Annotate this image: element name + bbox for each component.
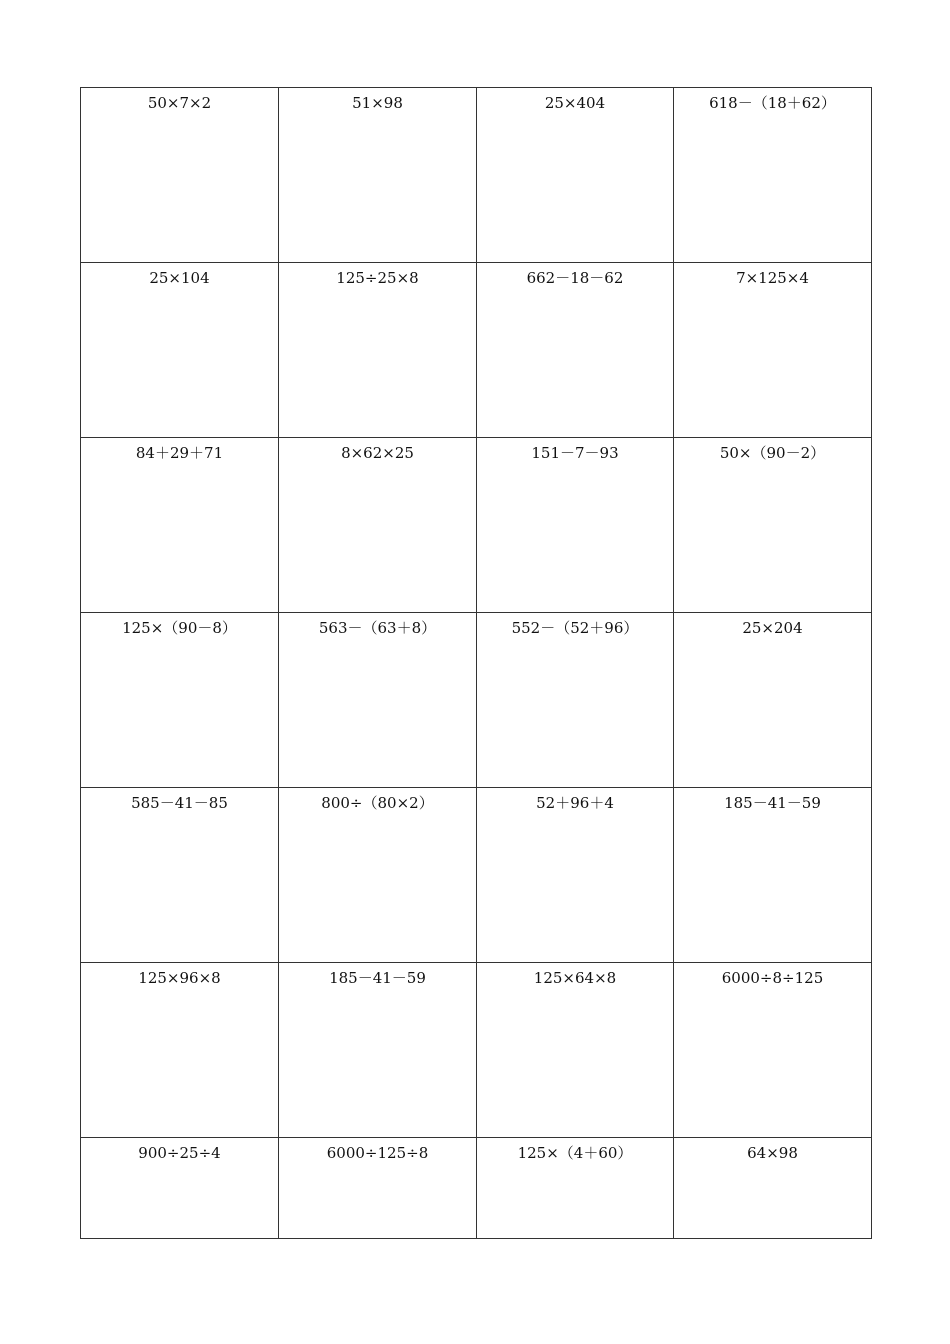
problem-cell: 51×98 — [279, 88, 477, 263]
problem-cell: 618－（18＋62） — [674, 88, 872, 263]
problem-cell: 50×7×2 — [81, 88, 279, 263]
problem-cell: 6000÷8÷125 — [674, 963, 872, 1138]
problem-cell: 185－41－59 — [674, 788, 872, 963]
problem-grid — [80, 87, 872, 1239]
problem-cell: 7×125×4 — [674, 263, 872, 438]
problem-cell: 52＋96＋4 — [477, 788, 674, 963]
problem-cell: 185－41－59 — [279, 963, 477, 1138]
problem-cell: 84＋29＋71 — [81, 438, 279, 613]
problem-cell: 900÷25÷4 — [81, 1138, 279, 1239]
problem-cell: 25×204 — [674, 613, 872, 788]
problem-row — [81, 88, 872, 263]
problem-row — [81, 1138, 872, 1239]
problem-cell: 151－7－93 — [477, 438, 674, 613]
problem-row — [81, 263, 872, 438]
problem-row — [81, 438, 872, 613]
problem-cell: 125÷25×8 — [279, 263, 477, 438]
problem-cell: 125×（90－8） — [81, 613, 279, 788]
problem-cell: 25×404 — [477, 88, 674, 263]
problem-cell: 50×（90－2） — [674, 438, 872, 613]
problem-cell: 662－18－62 — [477, 263, 674, 438]
problem-cell: 585－41－85 — [81, 788, 279, 963]
problem-cell: 6000÷125÷8 — [279, 1138, 477, 1239]
problem-cell: 125×64×8 — [477, 963, 674, 1138]
problem-cell: 563－（63＋8） — [279, 613, 477, 788]
problem-cell: 64×98 — [674, 1138, 872, 1239]
problem-row — [81, 963, 872, 1138]
problem-row — [81, 613, 872, 788]
problem-cell: 552－（52＋96） — [477, 613, 674, 788]
problem-cell: 125×（4＋60） — [477, 1138, 674, 1239]
problem-cell: 8×62×25 — [279, 438, 477, 613]
problem-cell: 800÷（80×2） — [279, 788, 477, 963]
problem-row — [81, 788, 872, 963]
problem-cell: 25×104 — [81, 263, 279, 438]
problem-cell: 125×96×8 — [81, 963, 279, 1138]
